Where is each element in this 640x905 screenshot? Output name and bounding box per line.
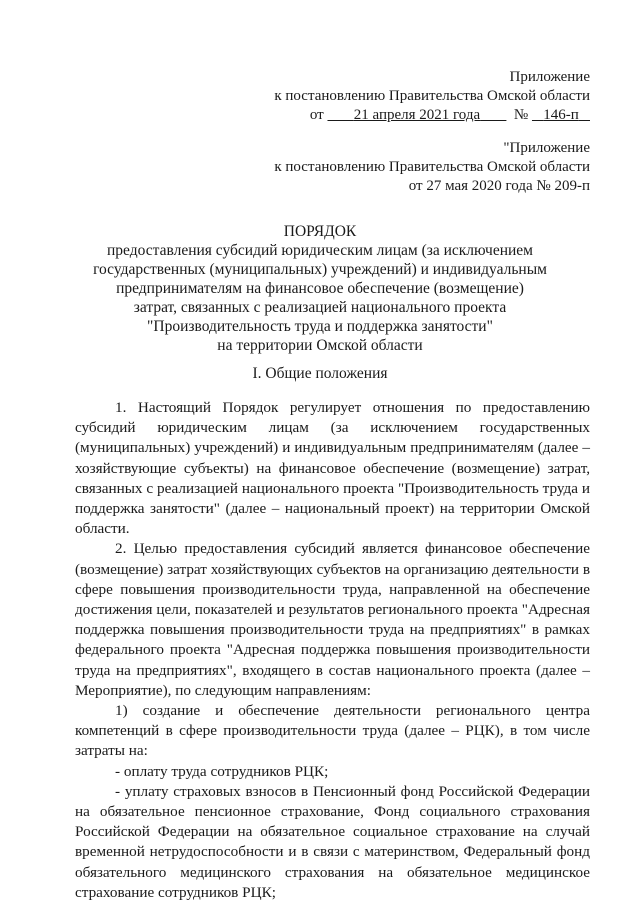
title-line: государственных (муниципальных) учреждений) и индивидуальным xyxy=(93,261,547,278)
previous-appendix-resolution: к постановлению Правительства Омской области xyxy=(274,159,590,175)
title-line: предоставления субсидий юридическим лицам (за исключением xyxy=(107,242,533,259)
document-body xyxy=(75,398,590,903)
previous-appendix-date: от 27 мая 2020 года № 209-п xyxy=(408,178,590,194)
paragraph-2: 2. Целью предоставления субсидий является финансовое обеспечение (возмещение) затрат хозяйствующих субъектов на организацию деятельности в сфере повышения производительности труда, направленной на обеспечение достижения цели, показателей и результатов регионального проекта "Адресная поддержка повышения производительности труда на предприятиях" в рамках федерального проекта "Адресная поддержка повышения производительности труда на предприятиях", входящего в состав национального проекта (далее – Мероприятие), по следующим направлениям: xyxy=(75,540,590,699)
section-heading: I. Общие положения xyxy=(252,365,388,382)
title-line: предпринимателям на финансовое обеспечение (возмещение) xyxy=(116,280,524,297)
appendix-date-line: от 21 апреля 2021 года № 146-п xyxy=(274,106,590,125)
title-line: затрат, связанных с реализацией национального проекта xyxy=(133,299,507,316)
appendix-resolution: к постановлению Правительства Омской области xyxy=(274,88,590,104)
previous-appendix-header xyxy=(274,139,590,196)
appendix-label: Приложение xyxy=(509,69,590,85)
list-item-salary: - оплату труда сотрудников РЦК; xyxy=(115,762,329,780)
document-title-block xyxy=(0,222,640,355)
document-title: ПОРЯДОК xyxy=(283,223,357,240)
title-line: "Производительность труда и поддержка занятости" xyxy=(147,318,493,335)
list-item-1: 1) создание и обеспечение деятельности регионального центра компетенций в сфере производительности труда (далее – РЦК), в том числе затраты на: xyxy=(75,702,590,760)
appendix-header xyxy=(274,68,590,125)
paragraph-1: 1. Настоящий Порядок регулирует отношения по предоставлению субсидий юридическим лицам (за исключением государственных (муниципальных) учреждений) и индивидуальным предпринимателям (далее – хозяйствующие субъекты) на финансовое обеспечение (возмещение) затрат, связанных с реализацией национального проекта "Производительность труда и поддержка занятости" (далее – национальный проект) на территории Омской области. xyxy=(75,399,590,538)
resolution-number: 146-п xyxy=(543,107,579,123)
title-line: на территории Омской области xyxy=(217,337,423,354)
previous-appendix-label: "Приложение xyxy=(503,140,590,156)
list-item-insurance: - уплату страховых взносов в Пенсионный фонд Российской Федерации на обязательное пенсионное страхование, Фонд социального страхования Российской Федерации на обязательное социальное страхование на случай временной нетрудоспособности и в связи с материнством, Федеральный фонд обязательного медицинского страхования на обязательное медицинское страхование сотрудников РЦК; xyxy=(75,782,590,901)
resolution-date: 21 апреля 2021 года xyxy=(353,107,481,123)
